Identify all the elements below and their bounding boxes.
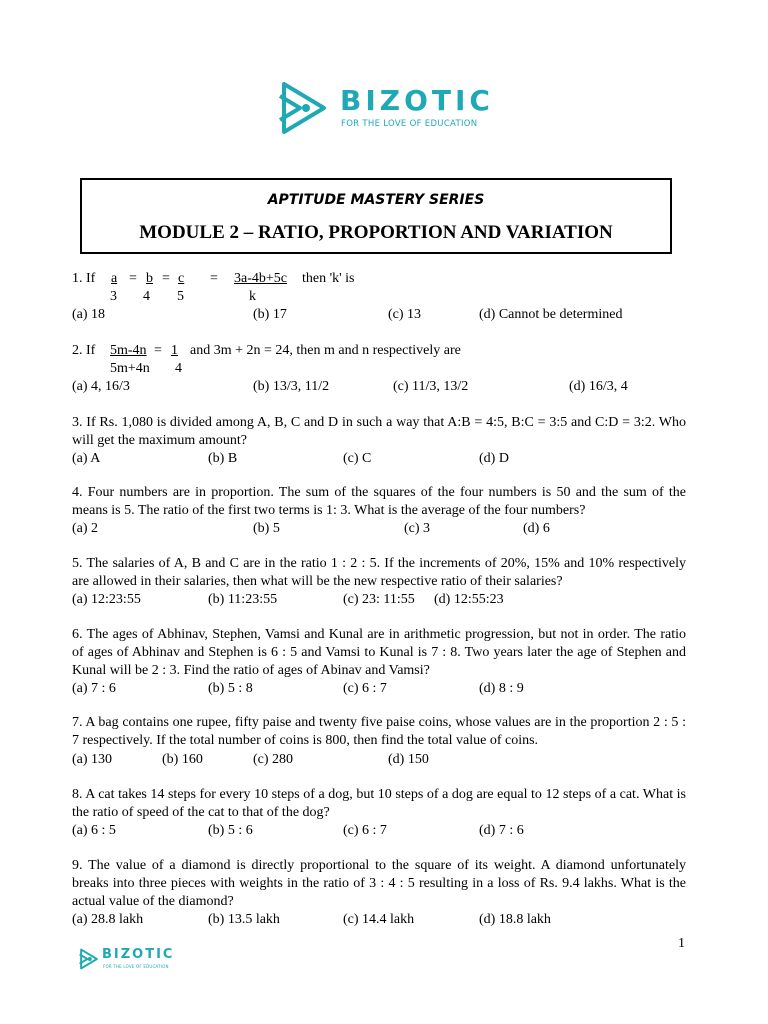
q1-prefix: 1. If	[72, 271, 96, 286]
q1-option-b: (b) 17	[253, 307, 287, 322]
q7-text: 7. A bag contains one rupee, fifty paise and twenty five paise coins, whose values are in the proportion 2 : 5 : 7 respectively. If the total number of coins is 800, then find the total value of coins.	[72, 715, 686, 748]
page-number: 1	[678, 936, 685, 951]
bizotic-logo-icon	[276, 80, 332, 136]
q2-rest: and 3m + 2n = 24, then m and n respectively are	[190, 343, 461, 358]
q8-option-b: (b) 5 : 6	[208, 823, 253, 838]
q1-den-4: 4	[143, 289, 150, 304]
q1-den-5: 5	[177, 289, 184, 304]
q2-option-d: (d) 16/3, 4	[569, 379, 628, 394]
q3-option-d: (d) D	[479, 451, 509, 466]
title-box	[80, 178, 672, 254]
q2-denominator-1: 5m+4n	[110, 361, 150, 376]
q6-option-d: (d) 8 : 9	[479, 681, 524, 696]
q7-option-d: (d) 150	[388, 752, 429, 767]
q5-text: 5. The salaries of A, B and C are in the ratio 1 : 2 : 5. If the increments of 20%, 15% and 10% respectively are allowed in their salaries, then what will be the new respective ratio of their salaries?	[72, 556, 686, 589]
q8-option-d: (d) 7 : 6	[479, 823, 524, 838]
bizotic-footer-logo-icon	[78, 946, 100, 972]
q1-suffix: then 'k' is	[302, 271, 355, 286]
q5-option-d: (d) 12:55:23	[434, 592, 504, 607]
q4-option-a: (a) 2	[72, 521, 99, 536]
q2-option-b: (b) 13/3, 11/2	[253, 379, 330, 394]
footer-brand-name: BIZOTIC	[102, 947, 175, 962]
q9-option-b: (b) 13.5 lakh	[208, 912, 280, 927]
q1-option-a: (a) 18	[72, 307, 106, 322]
module-title: MODULE 2 – RATIO, PROPORTION AND VARIATION	[139, 222, 613, 243]
q6-option-c: (c) 6 : 7	[343, 681, 387, 696]
q6-text: 6. The ages of Abhinav, Stephen, Vamsi and Kunal are in arithmetic progression, but not in order. The ratio of ages of Abhinav and Stephen is 6 : 5 and Vamsi to Kunal is 7 : 8. Two years later the age of Stephen and Kunal will be 2 : 3. Find the ratio of ages of Abinav and Vamsi?	[72, 627, 686, 678]
q6-option-b: (b) 5 : 8	[208, 681, 253, 696]
q2-eq: =	[154, 343, 162, 358]
q5-option-b: (b) 11:23:55	[208, 592, 278, 607]
q1-eq1: =	[129, 271, 137, 286]
q8-option-a: (a) 6 : 5	[72, 823, 116, 838]
q7-option-a: (a) 130	[72, 752, 113, 767]
q2-option-a: (a) 4, 16/3	[72, 379, 130, 394]
q2-option-c: (c) 11/3, 13/2	[393, 379, 469, 394]
brand-tagline: FOR THE LOVE OF EDUCATION	[341, 119, 478, 129]
q1-den-k: k	[249, 289, 256, 304]
q1-numerator: 3a-4b+5c	[234, 271, 287, 286]
q4-text: 4. Four numbers are in proportion. The sum of the squares of the four numbers is 50 and the sum of the means is 5. The ratio of the first two terms is 1: 3. What is the average of the four numbers?	[72, 485, 686, 518]
q2-numerator-2: 1	[171, 343, 178, 358]
q4-option-b: (b) 5	[253, 521, 280, 536]
q6-option-a: (a) 7 : 6	[72, 681, 116, 696]
q2-prefix: 2. If	[72, 343, 96, 358]
q1-eq3: =	[210, 271, 218, 286]
q2-denominator-2: 4	[175, 361, 182, 376]
q2-numerator-1: 5m-4n	[110, 343, 147, 358]
q5-option-c: (c) 23: 11:55	[343, 592, 415, 607]
q3-option-c: (c) C	[343, 451, 372, 466]
brand-name: BIZOTIC	[340, 84, 494, 117]
q9-option-c: (c) 14.4 lakh	[343, 912, 415, 927]
q4-option-d: (d) 6	[523, 521, 550, 536]
q1-c: c	[178, 271, 185, 286]
q1-den-3: 3	[110, 289, 117, 304]
q8-option-c: (c) 6 : 7	[343, 823, 387, 838]
q3-option-b: (b) B	[208, 451, 238, 466]
q5-option-a: (a) 12:23:55	[72, 592, 141, 607]
q1-eq2: =	[162, 271, 170, 286]
q1-option-d: (d) Cannot be determined	[479, 307, 623, 322]
q3-option-a: (a) A	[72, 451, 101, 466]
q3-text: 3. If Rs. 1,080 is divided among A, B, C and D in such a way that A:B = 4:5, B:C = 3:5 and C:D = 3:2. Who will get the maximum amount?	[72, 415, 686, 448]
q7-option-c: (c) 280	[253, 752, 294, 767]
q1-option-c: (c) 13	[388, 307, 422, 322]
q1-a: a	[111, 271, 118, 286]
q1-b: b	[146, 271, 153, 286]
q8-text: 8. A cat takes 14 steps for every 10 steps of a dog, but 10 steps of a dog are equal to 12 steps of a cat. What is the ratio of speed of the cat to that of the dog?	[72, 787, 686, 820]
q4-option-c: (c) 3	[404, 521, 431, 536]
q7-option-b: (b) 160	[162, 752, 203, 767]
series-title: APTITUDE MASTERY SERIES	[267, 192, 485, 208]
q9-option-a: (a) 28.8 lakh	[72, 912, 144, 927]
q9-text: 9. The value of a diamond is directly proportional to the square of its weight. A diamond unfortunately breaks into three pieces with weights in the ratio of 3 : 4 : 5 resulting in a loss of Rs. 9.4 lakhs. What is the actual value of the diamond?	[72, 858, 686, 909]
q9-option-d: (d) 18.8 lakh	[479, 912, 551, 927]
footer-brand-tagline: FOR THE LOVE OF EDUCATION	[103, 964, 169, 969]
